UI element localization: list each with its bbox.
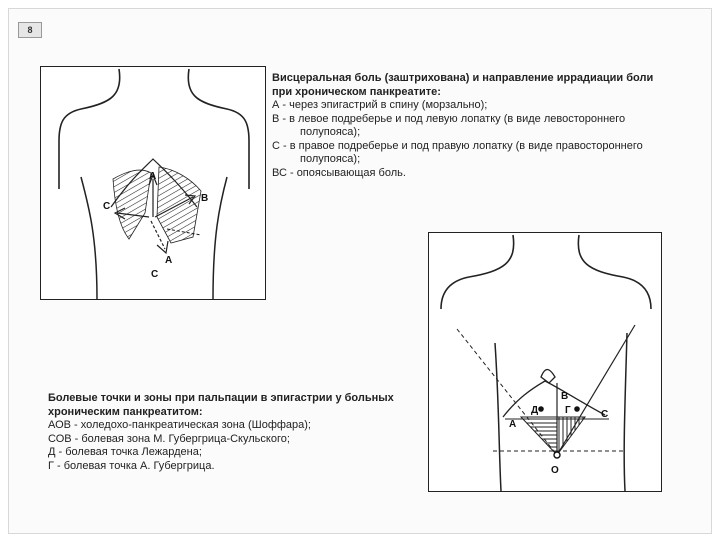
label-c: С [601, 409, 609, 420]
caption-item: С - в правое подреберье и под правую лопатку (в виде правостороннего [272, 139, 643, 152]
caption-item: Г - болевая точка А. Губергрица. [48, 459, 215, 472]
label-o: О [551, 465, 559, 476]
caption-item: полупояса); [300, 153, 361, 165]
caption-item: полупояса); [300, 126, 361, 138]
caption-item: АОВ - холедохо-панкреатическая зона (Шоффара); [48, 419, 311, 431]
figure-palpation-zones [428, 232, 662, 492]
caption-title-line: при хроническом панкреатите: [272, 85, 441, 98]
label-c-left: C [103, 201, 111, 212]
label-c-bottom: C [151, 269, 159, 280]
caption-palpation-zones [48, 392, 394, 473]
caption-title-line: хроническим панкреатитом: [48, 405, 203, 418]
page-number-badge: 8 [18, 22, 42, 38]
caption-item: СОВ - болевая зона М. Губергрица-Скульского; [48, 432, 290, 445]
label-a: А [509, 419, 517, 430]
caption-visceral-pain [272, 72, 653, 180]
caption-title-line: Болевые точки и зоны при пальпации в эпигастрии у больных [48, 392, 394, 404]
torso-diagram-2 [429, 233, 661, 491]
label-b: В [561, 391, 569, 402]
caption-item: В - в левое подреберье и под левую лопатку (в виде левостороннего [272, 112, 626, 125]
caption-item: ВС - опоясывающая боль. [272, 166, 406, 179]
caption-item: А - через эпигастрий в спину (морзально); [272, 99, 488, 111]
label-a-top: A [149, 171, 157, 182]
torso-diagram-1 [41, 67, 265, 299]
label-g: Г [565, 405, 571, 416]
label-a-bottom: A [165, 255, 173, 266]
label-b: B [201, 193, 209, 204]
caption-item: Д - болевая точка Лежардена; [48, 446, 202, 458]
figure-visceral-pain [40, 66, 266, 300]
label-d: Д [531, 405, 539, 416]
caption-title-line: Висцеральная боль (заштрихована) и направление иррадиации боли [272, 72, 654, 84]
